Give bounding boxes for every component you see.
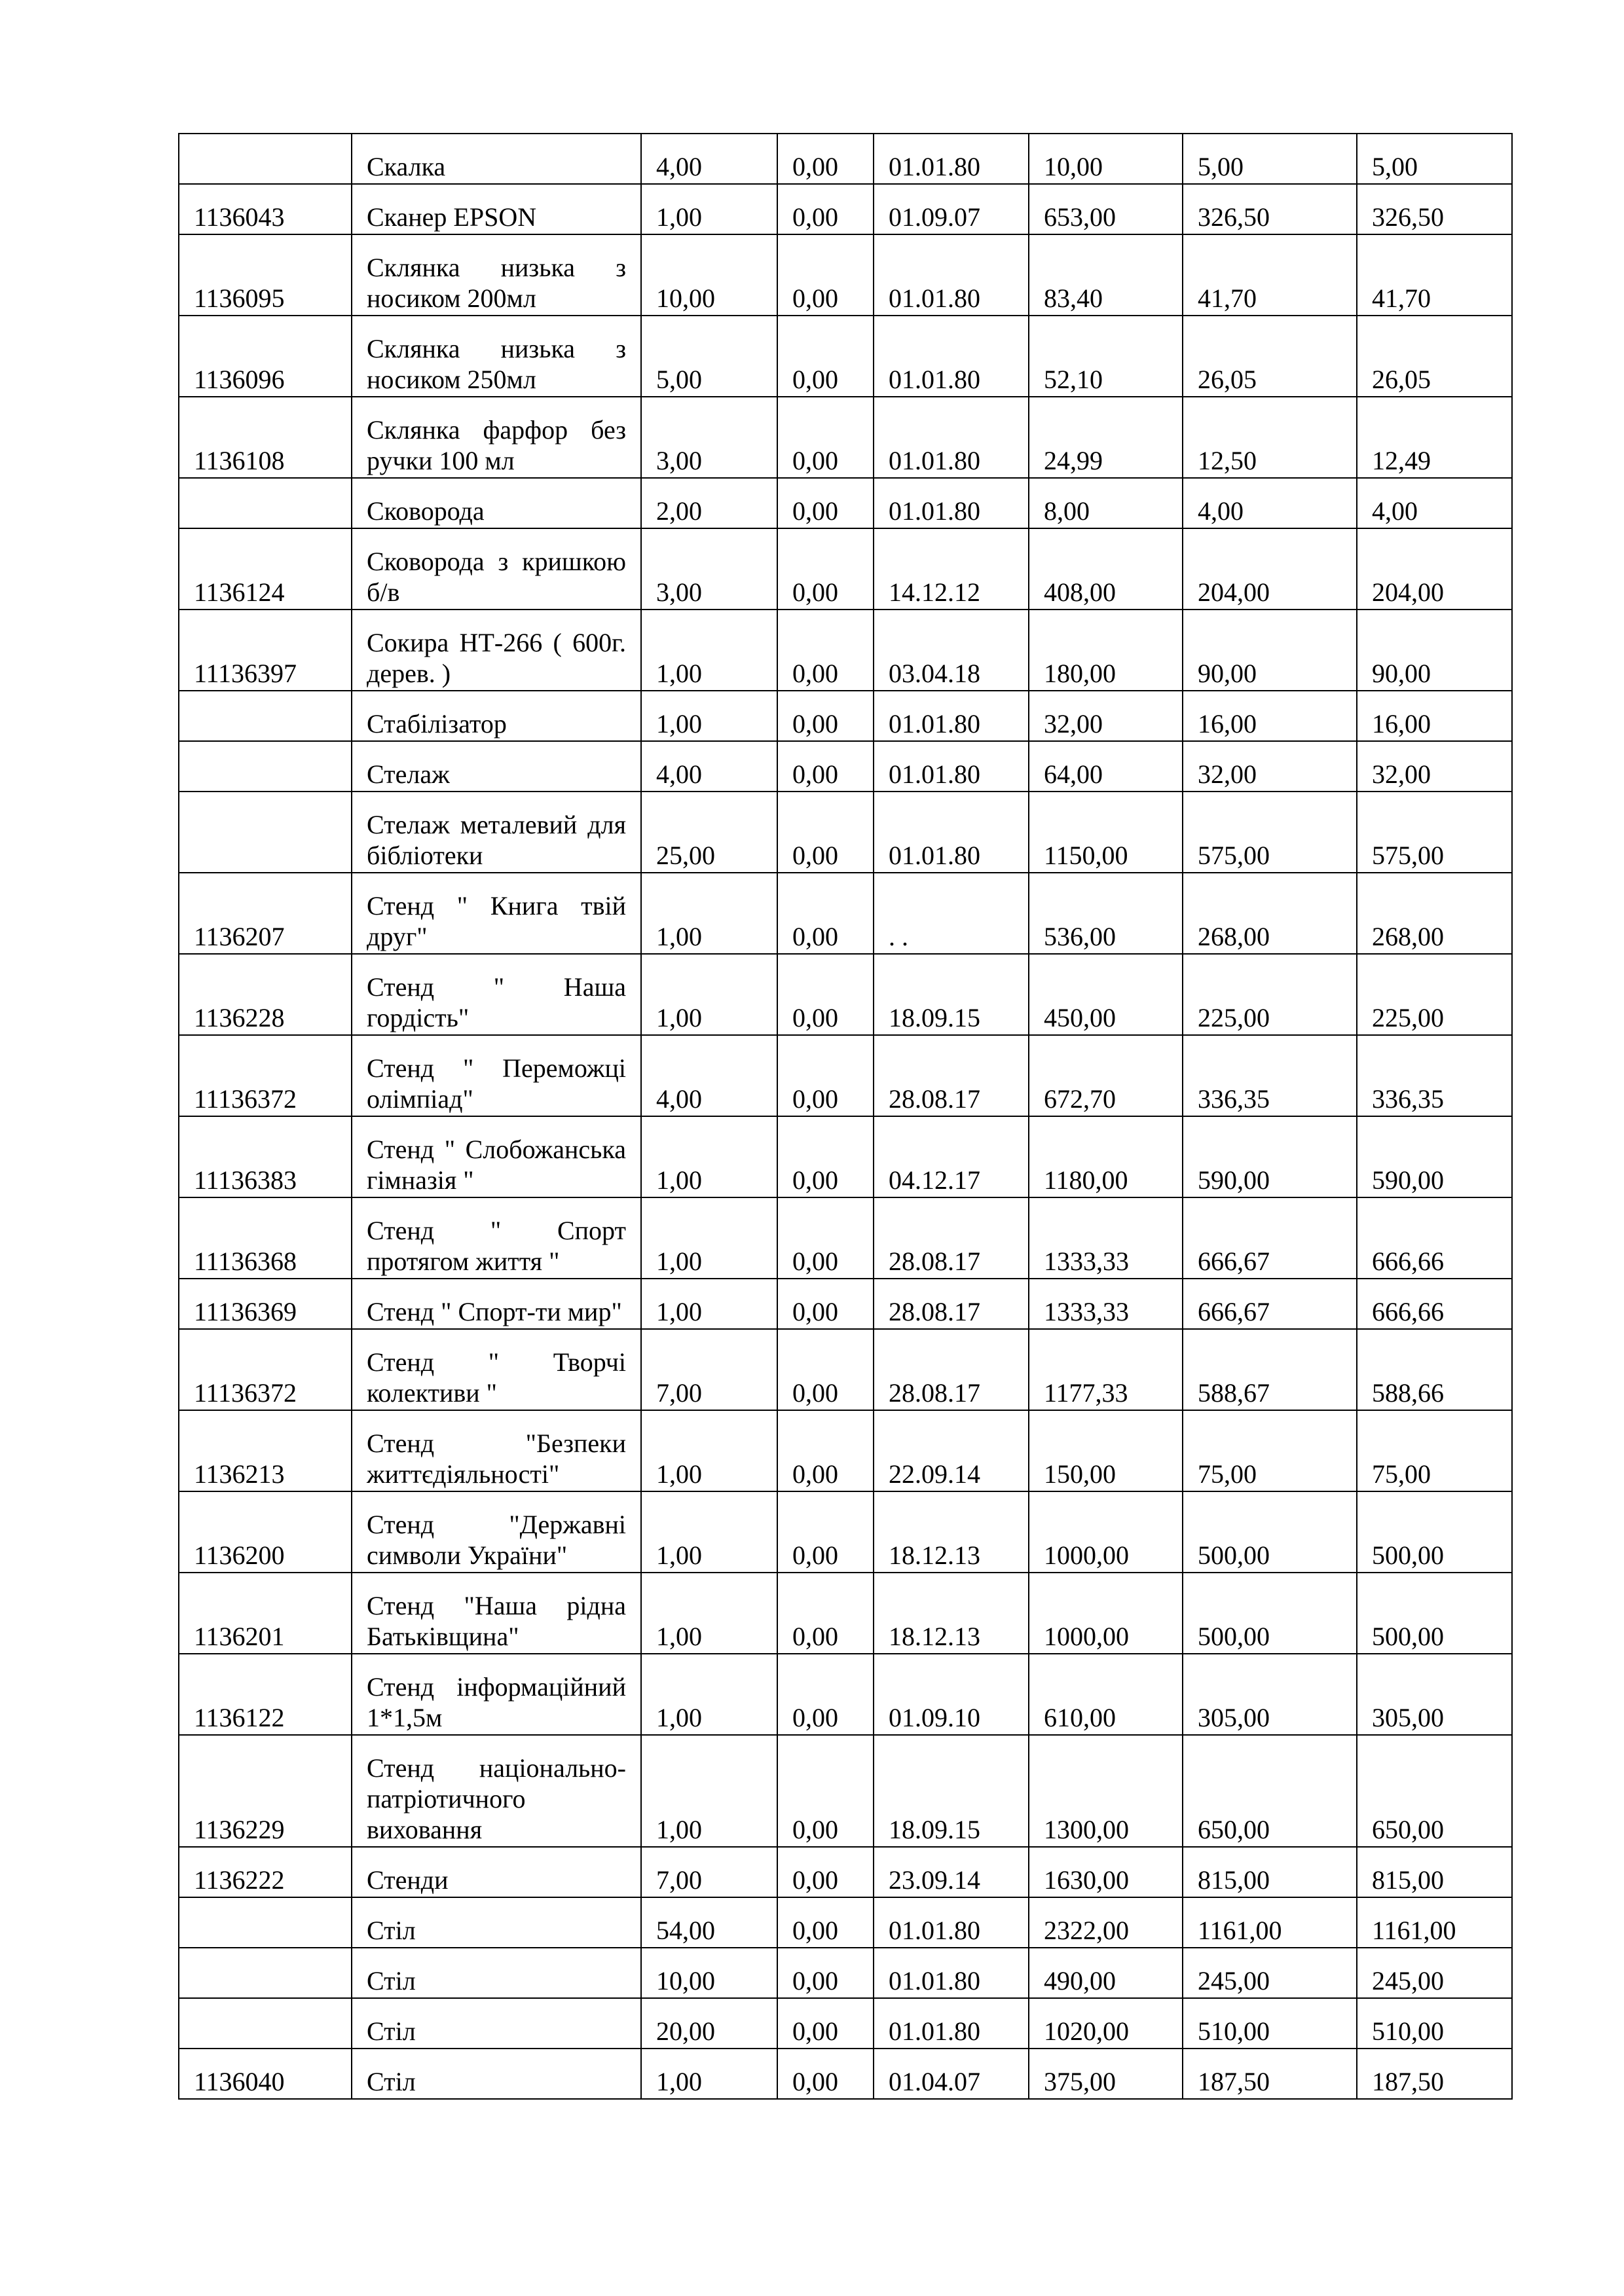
date-cell: 14.12.12 (874, 528, 1029, 610)
item-name-cell: Стенд "Безпеки життєдіяльності" (352, 1410, 641, 1491)
quantity-cell: 1,00 (641, 1279, 777, 1329)
quantity-cell: 4,00 (641, 741, 777, 792)
table-row (179, 1573, 1512, 1654)
col-value-cell: 0,00 (777, 316, 874, 397)
quantity-cell: 54,00 (641, 1897, 777, 1948)
inventory-number-cell (179, 478, 352, 528)
item-name-cell: Скалка (352, 134, 641, 184)
date-cell: 01.01.80 (874, 1897, 1029, 1948)
total-cost-cell: 1020,00 (1029, 1998, 1183, 2049)
inventory-number-cell: 1136222 (179, 1847, 352, 1897)
total-cost-cell: 24,99 (1029, 397, 1183, 478)
date-cell: 18.09.15 (874, 954, 1029, 1035)
col-value-cell: 0,00 (777, 1847, 874, 1897)
item-name-cell: Стенд " Творчі колективи " (352, 1329, 641, 1410)
table-row (179, 1654, 1512, 1735)
item-name-cell: Стенд "Наша рідна Батьківщина" (352, 1573, 641, 1654)
date-cell: 18.09.15 (874, 1735, 1029, 1847)
total-cost-cell: 83,40 (1029, 234, 1183, 316)
residual-value-cell: 326,50 (1357, 184, 1512, 234)
col-value-cell: 0,00 (777, 1897, 874, 1948)
item-name-cell: Стенди (352, 1847, 641, 1897)
item-name-cell: Стенд " Слобожанська гімназія " (352, 1116, 641, 1197)
col-value-cell: 0,00 (777, 478, 874, 528)
residual-value-cell: 75,00 (1357, 1410, 1512, 1491)
residual-value-cell: 90,00 (1357, 610, 1512, 691)
item-name-cell: Стабілізатор (352, 691, 641, 741)
depreciation-cell: 588,67 (1183, 1329, 1357, 1410)
item-name-cell: Стенд "Державні символи України" (352, 1491, 641, 1573)
inventory-number-cell: 1136108 (179, 397, 352, 478)
total-cost-cell: 150,00 (1029, 1410, 1183, 1491)
total-cost-cell: 375,00 (1029, 2049, 1183, 2099)
item-name-cell: Стіл (352, 1998, 641, 2049)
table-row (179, 1329, 1512, 1410)
residual-value-cell: 666,66 (1357, 1197, 1512, 1279)
col-value-cell: 0,00 (777, 1116, 874, 1197)
date-cell: 01.01.80 (874, 1948, 1029, 1998)
depreciation-cell: 1161,00 (1183, 1897, 1357, 1948)
table-row (179, 478, 1512, 528)
depreciation-cell: 12,50 (1183, 397, 1357, 478)
residual-value-cell: 4,00 (1357, 478, 1512, 528)
residual-value-cell: 12,49 (1357, 397, 1512, 478)
quantity-cell: 1,00 (641, 691, 777, 741)
depreciation-cell: 305,00 (1183, 1654, 1357, 1735)
item-name-cell: Стенд " Наша гордість" (352, 954, 641, 1035)
depreciation-cell: 666,67 (1183, 1279, 1357, 1329)
table-row (179, 1035, 1512, 1116)
inventory-table (178, 133, 1513, 2100)
item-name-cell: Стіл (352, 1948, 641, 1998)
quantity-cell: 1,00 (641, 1654, 777, 1735)
col-value-cell: 0,00 (777, 1197, 874, 1279)
total-cost-cell: 653,00 (1029, 184, 1183, 234)
table-row (179, 1897, 1512, 1948)
table-row (179, 954, 1512, 1035)
inventory-number-cell: 1136095 (179, 234, 352, 316)
table-row (179, 1197, 1512, 1279)
total-cost-cell: 1333,33 (1029, 1279, 1183, 1329)
inventory-number-cell: 1136213 (179, 1410, 352, 1491)
item-name-cell: Стенд " Спорт протягом життя " (352, 1197, 641, 1279)
date-cell: 28.08.17 (874, 1197, 1029, 1279)
date-cell: 01.09.07 (874, 184, 1029, 234)
date-cell: 01.01.80 (874, 134, 1029, 184)
total-cost-cell: 450,00 (1029, 954, 1183, 1035)
date-cell: 28.08.17 (874, 1279, 1029, 1329)
table-row (179, 1735, 1512, 1847)
residual-value-cell: 5,00 (1357, 134, 1512, 184)
col-value-cell: 0,00 (777, 1735, 874, 1847)
depreciation-cell: 590,00 (1183, 1116, 1357, 1197)
date-cell: 18.12.13 (874, 1491, 1029, 1573)
table-row (179, 610, 1512, 691)
residual-value-cell: 41,70 (1357, 234, 1512, 316)
inventory-number-cell (179, 1897, 352, 1948)
table-row (179, 316, 1512, 397)
col-value-cell: 0,00 (777, 1654, 874, 1735)
quantity-cell: 1,00 (641, 184, 777, 234)
total-cost-cell: 610,00 (1029, 1654, 1183, 1735)
table-row (179, 1116, 1512, 1197)
table-row (179, 1491, 1512, 1573)
date-cell: 18.12.13 (874, 1573, 1029, 1654)
inventory-number-cell: 1136043 (179, 184, 352, 234)
table-row (179, 528, 1512, 610)
depreciation-cell: 32,00 (1183, 741, 1357, 792)
item-name-cell: Сковорода з кришкою б/в (352, 528, 641, 610)
col-value-cell: 0,00 (777, 691, 874, 741)
total-cost-cell: 1177,33 (1029, 1329, 1183, 1410)
depreciation-cell: 500,00 (1183, 1491, 1357, 1573)
quantity-cell: 10,00 (641, 234, 777, 316)
table-row (179, 1279, 1512, 1329)
quantity-cell: 25,00 (641, 792, 777, 873)
residual-value-cell: 510,00 (1357, 1998, 1512, 2049)
total-cost-cell: 1630,00 (1029, 1847, 1183, 1897)
quantity-cell: 1,00 (641, 1410, 777, 1491)
residual-value-cell: 588,66 (1357, 1329, 1512, 1410)
inventory-number-cell: 11136369 (179, 1279, 352, 1329)
depreciation-cell: 510,00 (1183, 1998, 1357, 2049)
table-row (179, 792, 1512, 873)
total-cost-cell: 52,10 (1029, 316, 1183, 397)
quantity-cell: 3,00 (641, 397, 777, 478)
date-cell: 01.01.80 (874, 1998, 1029, 2049)
table-row (179, 134, 1512, 184)
residual-value-cell: 650,00 (1357, 1735, 1512, 1847)
total-cost-cell: 10,00 (1029, 134, 1183, 184)
table-row (179, 1410, 1512, 1491)
date-cell: 04.12.17 (874, 1116, 1029, 1197)
quantity-cell: 2,00 (641, 478, 777, 528)
table-row (179, 234, 1512, 316)
depreciation-cell: 26,05 (1183, 316, 1357, 397)
inventory-number-cell: 1136096 (179, 316, 352, 397)
depreciation-cell: 575,00 (1183, 792, 1357, 873)
inventory-number-cell: 1136207 (179, 873, 352, 954)
residual-value-cell: 336,35 (1357, 1035, 1512, 1116)
quantity-cell: 1,00 (641, 610, 777, 691)
inventory-number-cell: 1136228 (179, 954, 352, 1035)
table-row (179, 2049, 1512, 2099)
date-cell: 01.01.80 (874, 234, 1029, 316)
col-value-cell: 0,00 (777, 1035, 874, 1116)
col-value-cell: 0,00 (777, 2049, 874, 2099)
total-cost-cell: 32,00 (1029, 691, 1183, 741)
inventory-number-cell: 1136124 (179, 528, 352, 610)
table-row (179, 873, 1512, 954)
depreciation-cell: 815,00 (1183, 1847, 1357, 1897)
total-cost-cell: 8,00 (1029, 478, 1183, 528)
inventory-number-cell: 1136040 (179, 2049, 352, 2099)
col-value-cell: 0,00 (777, 873, 874, 954)
inventory-number-cell: 11136368 (179, 1197, 352, 1279)
col-value-cell: 0,00 (777, 1948, 874, 1998)
col-value-cell: 0,00 (777, 528, 874, 610)
total-cost-cell: 490,00 (1029, 1948, 1183, 1998)
depreciation-cell: 650,00 (1183, 1735, 1357, 1847)
col-value-cell: 0,00 (777, 741, 874, 792)
quantity-cell: 1,00 (641, 2049, 777, 2099)
depreciation-cell: 75,00 (1183, 1410, 1357, 1491)
residual-value-cell: 268,00 (1357, 873, 1512, 954)
item-name-cell: Сковорода (352, 478, 641, 528)
col-value-cell: 0,00 (777, 1329, 874, 1410)
inventory-number-cell: 1136200 (179, 1491, 352, 1573)
total-cost-cell: 2322,00 (1029, 1897, 1183, 1948)
total-cost-cell: 64,00 (1029, 741, 1183, 792)
quantity-cell: 1,00 (641, 1735, 777, 1847)
residual-value-cell: 245,00 (1357, 1948, 1512, 1998)
residual-value-cell: 1161,00 (1357, 1897, 1512, 1948)
depreciation-cell: 326,50 (1183, 184, 1357, 234)
col-value-cell: 0,00 (777, 1410, 874, 1491)
quantity-cell: 1,00 (641, 1197, 777, 1279)
table-row (179, 1998, 1512, 2049)
quantity-cell: 5,00 (641, 316, 777, 397)
total-cost-cell: 1333,33 (1029, 1197, 1183, 1279)
item-name-cell: Стіл (352, 1897, 641, 1948)
date-cell: 03.04.18 (874, 610, 1029, 691)
date-cell: . . (874, 873, 1029, 954)
depreciation-cell: 41,70 (1183, 234, 1357, 316)
quantity-cell: 4,00 (641, 134, 777, 184)
table-row (179, 1847, 1512, 1897)
depreciation-cell: 16,00 (1183, 691, 1357, 741)
date-cell: 22.09.14 (874, 1410, 1029, 1491)
quantity-cell: 4,00 (641, 1035, 777, 1116)
inventory-number-cell (179, 691, 352, 741)
col-value-cell: 0,00 (777, 134, 874, 184)
item-name-cell: Стенд інформаційний 1*1,5м (352, 1654, 641, 1735)
total-cost-cell: 1180,00 (1029, 1116, 1183, 1197)
total-cost-cell: 1150,00 (1029, 792, 1183, 873)
quantity-cell: 1,00 (641, 1116, 777, 1197)
inventory-number-cell (179, 741, 352, 792)
item-name-cell: Склянка низька з носиком 250мл (352, 316, 641, 397)
inventory-number-cell: 1136201 (179, 1573, 352, 1654)
total-cost-cell: 1000,00 (1029, 1573, 1183, 1654)
date-cell: 01.01.80 (874, 316, 1029, 397)
inventory-number-cell (179, 134, 352, 184)
residual-value-cell: 815,00 (1357, 1847, 1512, 1897)
inventory-number-cell (179, 792, 352, 873)
quantity-cell: 1,00 (641, 954, 777, 1035)
date-cell: 28.08.17 (874, 1329, 1029, 1410)
residual-value-cell: 500,00 (1357, 1491, 1512, 1573)
item-name-cell: Стелаж (352, 741, 641, 792)
depreciation-cell: 500,00 (1183, 1573, 1357, 1654)
item-name-cell: Склянка фарфор без ручки 100 мл (352, 397, 641, 478)
residual-value-cell: 590,00 (1357, 1116, 1512, 1197)
col-value-cell: 0,00 (777, 792, 874, 873)
residual-value-cell: 16,00 (1357, 691, 1512, 741)
date-cell: 23.09.14 (874, 1847, 1029, 1897)
table-row (179, 397, 1512, 478)
col-value-cell: 0,00 (777, 1573, 874, 1654)
item-name-cell: Стенд " Переможці олімпіад" (352, 1035, 641, 1116)
table-row (179, 691, 1512, 741)
residual-value-cell: 666,66 (1357, 1279, 1512, 1329)
depreciation-cell: 4,00 (1183, 478, 1357, 528)
table-row (179, 741, 1512, 792)
residual-value-cell: 187,50 (1357, 2049, 1512, 2099)
item-name-cell: Стенд " Книга твій друг" (352, 873, 641, 954)
depreciation-cell: 666,67 (1183, 1197, 1357, 1279)
total-cost-cell: 408,00 (1029, 528, 1183, 610)
quantity-cell: 7,00 (641, 1847, 777, 1897)
date-cell: 01.09.10 (874, 1654, 1029, 1735)
inventory-number-cell (179, 1948, 352, 1998)
total-cost-cell: 536,00 (1029, 873, 1183, 954)
residual-value-cell: 500,00 (1357, 1573, 1512, 1654)
depreciation-cell: 5,00 (1183, 134, 1357, 184)
col-value-cell: 0,00 (777, 234, 874, 316)
inventory-number-cell: 11136383 (179, 1116, 352, 1197)
depreciation-cell: 204,00 (1183, 528, 1357, 610)
total-cost-cell: 672,70 (1029, 1035, 1183, 1116)
col-value-cell: 0,00 (777, 1998, 874, 2049)
quantity-cell: 1,00 (641, 873, 777, 954)
quantity-cell: 10,00 (641, 1948, 777, 1998)
depreciation-cell: 336,35 (1183, 1035, 1357, 1116)
date-cell: 01.01.80 (874, 691, 1029, 741)
quantity-cell: 3,00 (641, 528, 777, 610)
item-name-cell: Стелаж металевий для бібліотеки (352, 792, 641, 873)
inventory-number-cell: 1136229 (179, 1735, 352, 1847)
date-cell: 01.01.80 (874, 741, 1029, 792)
quantity-cell: 7,00 (641, 1329, 777, 1410)
residual-value-cell: 204,00 (1357, 528, 1512, 610)
date-cell: 01.01.80 (874, 792, 1029, 873)
col-value-cell: 0,00 (777, 184, 874, 234)
date-cell: 01.04.07 (874, 2049, 1029, 2099)
residual-value-cell: 305,00 (1357, 1654, 1512, 1735)
inventory-number-cell: 11136372 (179, 1035, 352, 1116)
col-value-cell: 0,00 (777, 1279, 874, 1329)
table-row (179, 184, 1512, 234)
item-name-cell: Склянка низька з носиком 200мл (352, 234, 641, 316)
inventory-number-cell: 11136397 (179, 610, 352, 691)
inventory-number-cell: 1136122 (179, 1654, 352, 1735)
depreciation-cell: 268,00 (1183, 873, 1357, 954)
depreciation-cell: 90,00 (1183, 610, 1357, 691)
total-cost-cell: 1000,00 (1029, 1491, 1183, 1573)
inventory-number-cell (179, 1998, 352, 2049)
date-cell: 28.08.17 (874, 1035, 1029, 1116)
residual-value-cell: 575,00 (1357, 792, 1512, 873)
quantity-cell: 1,00 (641, 1573, 777, 1654)
depreciation-cell: 225,00 (1183, 954, 1357, 1035)
date-cell: 01.01.80 (874, 397, 1029, 478)
table-row (179, 1948, 1512, 1998)
col-value-cell: 0,00 (777, 397, 874, 478)
col-value-cell: 0,00 (777, 954, 874, 1035)
inventory-number-cell: 11136372 (179, 1329, 352, 1410)
depreciation-cell: 187,50 (1183, 2049, 1357, 2099)
total-cost-cell: 180,00 (1029, 610, 1183, 691)
item-name-cell: Стенд " Спорт-ти мир" (352, 1279, 641, 1329)
residual-value-cell: 26,05 (1357, 316, 1512, 397)
residual-value-cell: 32,00 (1357, 741, 1512, 792)
depreciation-cell: 245,00 (1183, 1948, 1357, 1998)
item-name-cell: Сокира НТ-266 ( 600г. дерев. ) (352, 610, 641, 691)
residual-value-cell: 225,00 (1357, 954, 1512, 1035)
quantity-cell: 20,00 (641, 1998, 777, 2049)
total-cost-cell: 1300,00 (1029, 1735, 1183, 1847)
date-cell: 01.01.80 (874, 478, 1029, 528)
item-name-cell: Сканер EPSON (352, 184, 641, 234)
quantity-cell: 1,00 (641, 1491, 777, 1573)
col-value-cell: 0,00 (777, 610, 874, 691)
item-name-cell: Стіл (352, 2049, 641, 2099)
item-name-cell: Стенд національно-патріотичного виховання (352, 1735, 641, 1847)
col-value-cell: 0,00 (777, 1491, 874, 1573)
